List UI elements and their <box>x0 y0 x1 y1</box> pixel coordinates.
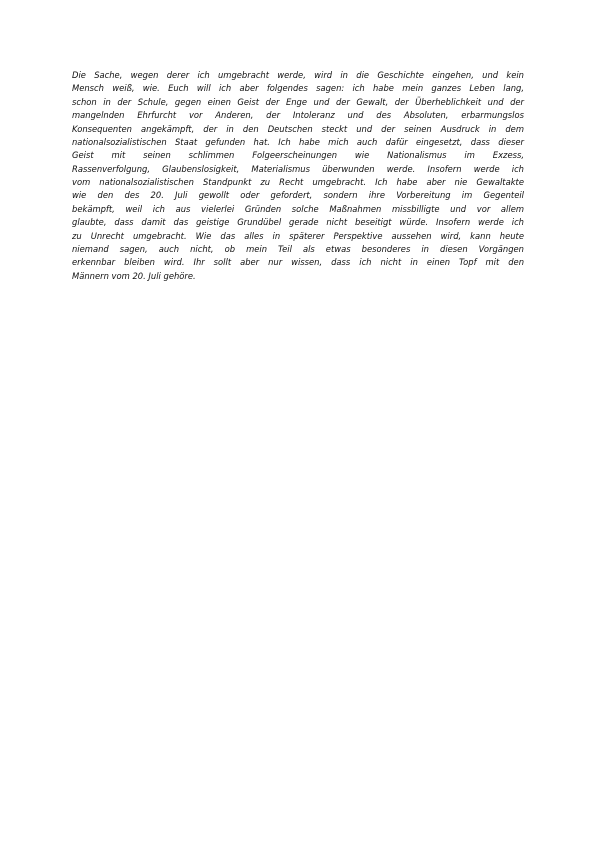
paragraph-line-4: mangelnden Ehrfurcht vor Anderen, der Intoleranz und des Absoluten, erbarmungslos <box>72 110 524 121</box>
paragraph-line-7: Geist mit seinen schlimmen Folgeerscheinungen wie Nationalismus im Exzess, <box>72 150 524 161</box>
paragraph-line-6: nationalsozialistischen Staat gefunden hat. Ich habe mich auch dafür eingesetzt, dass dieser <box>72 136 524 147</box>
paragraph-line-3: schon in der Schule, gegen einen Geist der Enge und der Gewalt, der Überheblichkeit und der <box>72 96 524 107</box>
paragraph-line-13: zu Unrecht umgebracht. Wie das alles in späterer Perspektive aussehen wird, kann heute <box>72 230 524 241</box>
letter-paragraph <box>72 69 524 283</box>
paragraph-line-16: Männern vom 20. Juli gehöre. <box>72 270 196 281</box>
paragraph-line-9: vom nationalsozialistischen Standpunkt zu Recht umgebracht. Ich habe aber nie Gewaltakte <box>72 177 524 187</box>
paragraph-line-12: glaubte, dass damit das geistige Grundübel gerade nicht beseitigt würde. Insofern werde ich <box>72 217 524 228</box>
paragraph-line-5: Konsequenten angekämpft, der in den Deutschen steckt und der seinen Ausdruck in dem <box>72 123 524 134</box>
paragraph-line-2: Mensch weiß, wie. Euch will ich aber folgendes sagen: ich habe mein ganzes Leben lang, <box>72 83 524 94</box>
paragraph-line-1: Die Sache, wegen derer ich umgebracht werde, wird in die Geschichte eingehen, und kein <box>72 70 524 80</box>
paragraph-line-14: niemand sagen, auch nicht, ob mein Teil als etwas besonderes in diesen Vorgängen <box>72 243 524 254</box>
paragraph-line-10: wie den des 20. Juli gewollt oder gefordert, sondern ihre Vorbereitung im Gegenteil <box>72 190 524 201</box>
paragraph-line-8: Rassenverfolgung, Glaubenslosigkeit, Materialismus überwunden werde. Insofern werde ich <box>72 163 524 174</box>
paragraph-line-11: bekämpft, weil ich aus vielerlei Gründen solche Maßnahmen missbilligte und vor allem <box>72 203 524 214</box>
paragraph-line-15: erkennbar bleiben wird. Ihr sollt aber nur wissen, dass ich nicht in einen Topf mit den <box>72 257 524 268</box>
